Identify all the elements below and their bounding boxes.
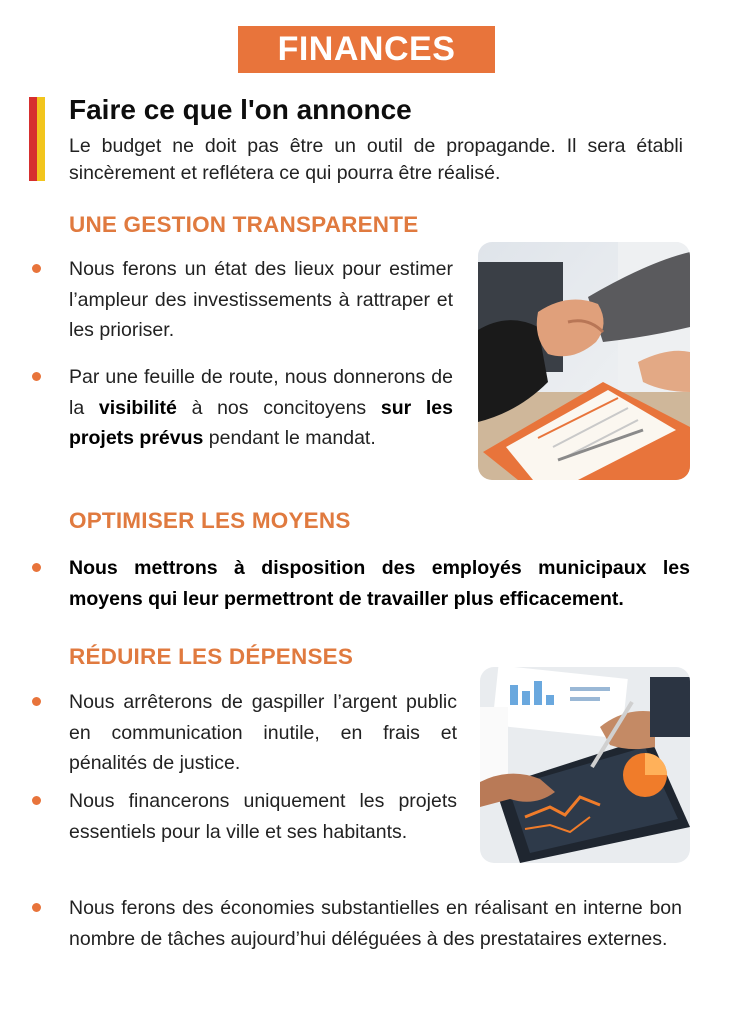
tablet-image [480, 667, 690, 863]
intro-title: Faire ce que l'on annonce [69, 94, 412, 125]
bullet-icon [32, 903, 41, 912]
bullet-icon [32, 372, 41, 381]
bullet-icon [32, 796, 41, 805]
list-item: Nous mettrons à disposition des employés municipaux les moyens qui leur permettront de travailler plus efficacement. [69, 557, 690, 610]
bullet-icon [32, 264, 41, 273]
list-item: Nous ferons un état des lieux pour estimer l’ampleur des investissements à rattraper et les prioriser. [69, 258, 453, 341]
finances-banner [238, 26, 495, 73]
accent-bar-yellow [37, 97, 45, 181]
intro-text: Le budget ne doit pas être un outil de propagande. Il sera établi sincèrement et reflétera ce qui pourra être réalisé. [69, 135, 683, 184]
section-title-transparence: UNE GESTION TRANSPARENTE [69, 212, 419, 237]
list-item: Par une feuille de route, nous donnerons de la visibilité à nos concitoyens sur les projets prévus pendant le mandat. [69, 366, 453, 449]
handshake-photo-icon [478, 242, 690, 480]
handshake-image [478, 242, 690, 480]
list-item: Nous arrêterons de gaspiller l’argent public en communication inutile, en frais et pénalités de justice. [69, 691, 457, 774]
section-title-moyens: OPTIMISER LES MOYENS [69, 508, 351, 533]
bullet-icon [32, 697, 41, 706]
list-item: Nous financerons uniquement les projets essentiels pour la ville et ses habitants. [69, 790, 457, 843]
bullet-icon [32, 563, 41, 572]
banner-title: FINANCES [277, 30, 456, 68]
accent-bar-red [29, 97, 37, 181]
tablet-chart-photo-icon [480, 667, 690, 863]
section-title-depenses: RÉDUIRE LES DÉPENSES [69, 644, 354, 669]
list-item: Nous ferons des économies substantielles en réalisant en interne bon nombre de tâches aujourd’hui déléguées à des prestataires externes. [69, 897, 682, 950]
